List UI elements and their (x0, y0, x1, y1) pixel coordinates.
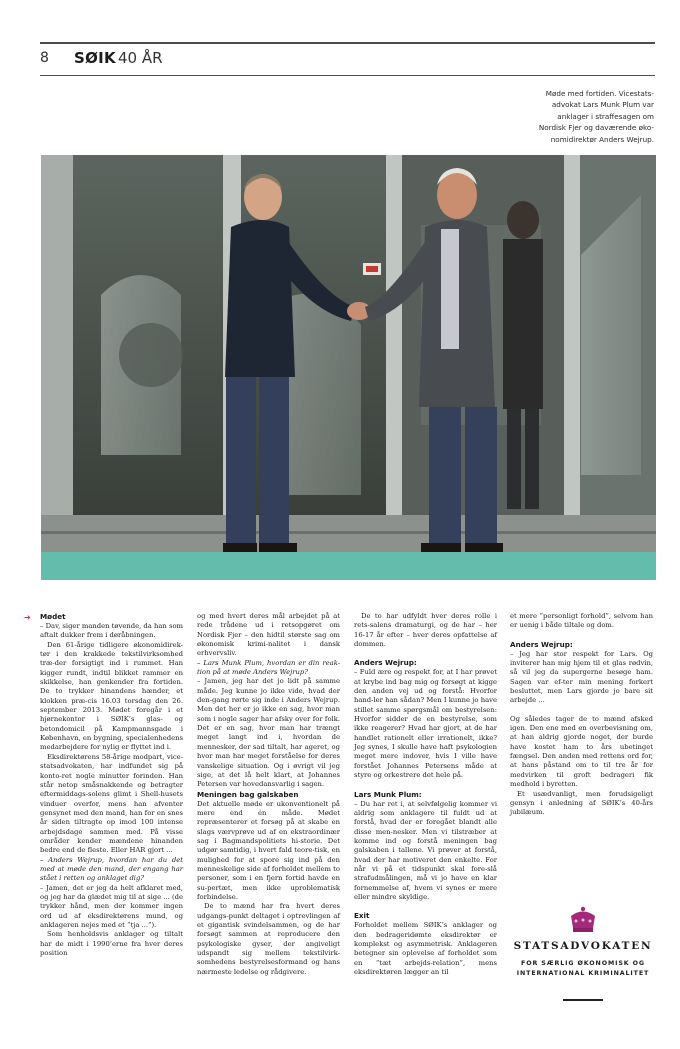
subheading: Anders Wejrup: (510, 639, 573, 649)
section-arrow-icon: ➔ (24, 613, 31, 622)
crown-icon (568, 906, 598, 938)
paragraph: og med hvert deres mål arbejdet på at rede trådene ud i retsopgøret om Nordisk Fjer – den hidtil største sag om økonomisk krimi-nalitet i dansk erhvervsliv. (197, 612, 340, 658)
article-column-1 (40, 612, 183, 958)
caption-line: Nordisk Fjer og daværende øko- (538, 123, 654, 133)
paragraph: – Dav, siger manden tøvende, da han som aftalt dukker frem i døråbningen. (40, 622, 183, 640)
subheading: Anders Wejrup: (354, 658, 417, 668)
logo-title: STATSADVOKATEN (513, 940, 653, 952)
logo-subtitle (508, 959, 658, 979)
spacer (354, 781, 497, 790)
paragraph: Et usædvanligt, men forudsigeligt gensyn i anledning af SØIK’s 40-års jubilæum. (510, 789, 653, 817)
spacer (510, 706, 653, 715)
article-photo (41, 155, 656, 580)
interview-question: – Anders Wejrup, hvordan har du det med at møde den mand, der engang har stået i retten og anklaget dig? (40, 855, 183, 883)
logo-subtitle-line: FOR SÆRLIG ØKONOMISK OG (521, 960, 645, 967)
article-column-3 (354, 612, 497, 977)
photo-illustration (41, 155, 656, 580)
paragraph: Det aktuelle møde er ukonventionelt på mere end én måde. Mødet repræsenterer et forsøg på at skabe en slags værvprøve ud af en ekstraordinær sag i Bagmandspolitiets hi-storie. Det udgør samtidig, i hvert fald teore-tisk, en mulighed for at spore sig ind på den menneskelige side af forholdet mellem to personer, som i en fjern fortid havde en su-pertæt, men ikke uproblematisk forbindelse. (197, 799, 340, 901)
interview-question: – Lars Munk Plum, hvordan er din reak-tion på at møde Anders Wejrup? (197, 658, 340, 677)
paragraph: Eksdirektørens 58-årige modpart, vice-statsadvokaten, har indfundet sig på konto-ret nogle minutter forinden. Han står netop småsnakkende og betragter eftermiddags-solens glimt i Shell-husets vinduer overfor, mens han afventer gensynet med den mand, han for en snes år siden tiltragte op imod 100 intense arbejdsdage sammen med. På visse områder kender mændene hinanden bedre end de fleste. Eller HAR gjort ... (40, 752, 183, 855)
article-column-4 (510, 612, 653, 818)
header-bottom-rule (40, 75, 655, 76)
article-column-2 (197, 612, 340, 977)
paragraph: Den 61-årige tidligere økonomidirek-tør i den krakkede tekstilvirksomhed træ-der forsigtigt ind i rummet. Han kigger rundt, indtil blikket rammer en skikkelse, han genkender fra fortiden. De to trykker hinandens hænder, et klokken præ-cis 16.03 torsdag den 26. september 2013. Mødet foregår i et hjørnekontor i SØIK’s glas- og betondomicil på Kampmannsgade i København, en bygning, specialenhedens medarbejdere for nylig er flyttet ind i. (40, 640, 183, 752)
page-number: 8 (40, 50, 49, 66)
header-top-rule (40, 42, 655, 44)
spacer (510, 631, 653, 640)
paragraph: Og således tager de to mænd afsked igen. Den ene med en overbevisning om, at han aldrig gjorde noget, der burde have kostet ham to års ubetinget fængsel. Den anden med rettens ord for, at hans påstand om to til tre år for medvirken til groft bedrageri fik medhold i byretten. (510, 714, 653, 789)
subheading: Exit (354, 911, 370, 921)
subheading: Mødet (40, 612, 66, 621)
caption-line: nomidirektør Anders Wejrup. (550, 134, 654, 144)
paragraph: – Jamen, jeg har det jo lidt på samme måde. Jeg kunne jo ikke vide, hvad der den-gang rørte sig inde i Anders Wejrup. Men det her er jo ikke en sag, hvor man som i nogle sager har afsky over for folk. Det er en sag, hvor man har trængt meget langt ind i, hvordan de mennesker, der sad tiltalt, har ageret, og hvor man har meget forståelse for deres vanskelige situation. Og i øvrigt vil jeg sige, at det lå helt klart, at Johannes Petersen var hovedansvarlig i sagen. (197, 677, 340, 789)
publication-anniversary: 40 ÅR (118, 49, 163, 67)
logo-subtitle-line: INTERNATIONAL KRIMINALITET (516, 970, 650, 977)
photo-caption (514, 88, 654, 145)
subheading: Lars Munk Plum: (354, 789, 422, 799)
paragraph: – Jeg har stor respekt for Lars. Og inviterer han mig hjem til et glas rødvin, så vil jeg da supergerne besøge ham. Sagen var ef-ter min mening forkert besluttet, men Lars gjorde jo bare sit arbejde ... (510, 649, 653, 705)
publication-brand: SØIK (74, 49, 116, 67)
caption-line: anklager i straffesagen om (557, 111, 654, 121)
paragraph: De to mænd har fra hvert deres udgangs-punkt deltaget i optrevlingen af et gigantisk svindelsammen, og de har forsøgt sammen at reproducere den psykologiske gyser, der angiveligt udspandt sig mellem tekstilvirk-somhedens bestyrelsesformand og hans nærmeste ledelse og rådgivere. (197, 902, 340, 976)
caption-line: advokat Lars Munk Plum var (551, 100, 654, 110)
paragraph: – Fuld ære og respekt for, at I har prøvet at krybe ind bag mig og forsøgt at kigge den anden vej ud og forstå: Hvorfor hand-ler han sådan? Men I kunne jo have stillet samme spørgsmål om bestyrelsen: Hvorfor sidder de en bestyrelse, som ikke reagerer? Hvad har gjort, at de har handlet rationelt eller irrationelt, ikke? Jeg synes, I skulle have haft psykologien meget mere indover, hvis I ville have forstået Johannes Petersens måde at styre og orkestrere det hele på. (354, 668, 497, 780)
paragraph: – Jamen, det er jeg da helt afklaret med, og jeg har da glædet mig til at sige ... (de trykker hånd, men der kommer ingen ord ud af eksdirektørens mund, og anklageren nejes med et “tja ...”). (40, 883, 184, 929)
paragraph: – Du har ret i, at selvfølgelig kommer vi aldrig som anklagere til fuldt ud at forstå, hvad der er foregået blandt alle disse men-nesker. Men vi tilstræber at komme ind og forstå meningen bag galskaben i tallene. Vi prøver at forstå, hvad der har motiveret den enkelte. For når vi på et tidspunkt skal fore-slå strafudmålingen, må vi jo have en klar fornemmelse af, hvem vi synes er mere eller mindre skyldige. (354, 799, 497, 901)
spacer (354, 902, 497, 911)
paragraph: et mere “personligt forhold”, selvom han er uenig i både tiltale og dom. (510, 612, 653, 630)
paragraph: Som henholdsvis anklager og tiltalt har de midt i 1990’erne fra hver deres position (40, 930, 183, 958)
paragraph: Forholdet mellem SØIK’s anklager og den bedrageridømte eksdirektør er komplekst og asymmetrisk. Anklageren betegner sin oplevelse af forholdet som en “tæt arbejds-relation”, mens eksdirektøren lægger an til (354, 921, 497, 976)
subheading: Meningen bag galskaben (197, 789, 299, 799)
paragraph: De to har udfyldt hver deres rolle i rets-salens dramaturgi, og de har – her 16-17 år efter – hver deres opfattelse af dommen. (354, 612, 497, 649)
caption-line: Møde med fortiden. Vicestats- (545, 89, 654, 98)
spacer (354, 649, 497, 658)
logo-rule (563, 999, 603, 1001)
